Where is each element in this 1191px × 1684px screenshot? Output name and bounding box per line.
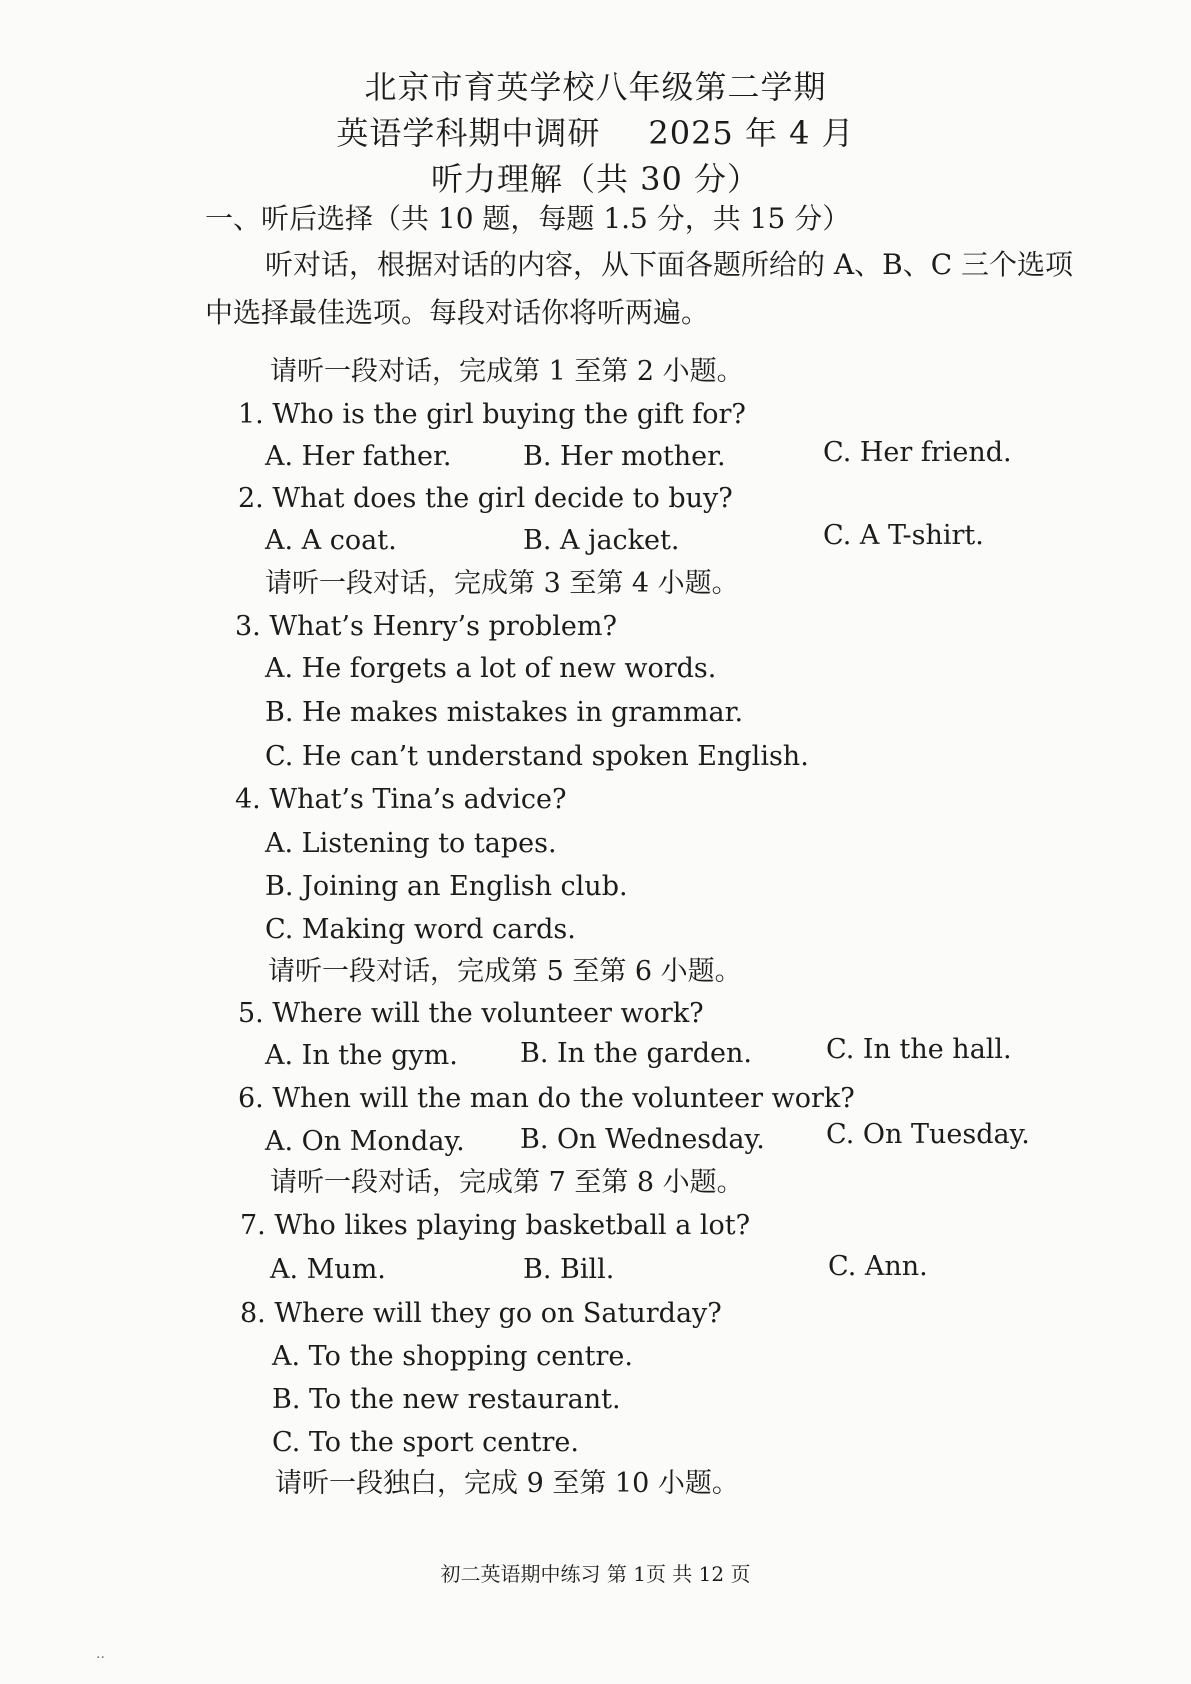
question-8-option-c: C. To the sport centre. [272, 1427, 579, 1458]
question-6-option-c: C. On Tuesday. [826, 1119, 1030, 1150]
subject-label: 英语学科期中调研 [336, 114, 601, 152]
question-3-option-b: B. He makes mistakes in grammar. [265, 697, 744, 728]
question-6-stem: 6. When will the man do the volunteer work? [238, 1083, 855, 1114]
question-3-option-c: C. He can’t understand spoken English. [265, 741, 809, 772]
question-3-option-a: A. He forgets a lot of new words. [265, 653, 717, 684]
question-5-stem: 5. Where will the volunteer work? [238, 998, 704, 1029]
section-heading: 一、听后选择（共 10 题，每题 1.5 分，共 15 分） [205, 202, 851, 235]
question-5-option-b: B. In the garden. [520, 1038, 752, 1069]
question-4-option-a: A. Listening to tapes. [265, 828, 557, 859]
question-8-option-b: B. To the new restaurant. [272, 1384, 621, 1415]
question-1-option-a: A. Her father. [265, 441, 452, 472]
part-title: 听力理解（共 30 分） [430, 160, 761, 198]
listening-prompt-3: 请听一段对话，完成第 5 至第 6 小题。 [268, 956, 742, 987]
question-3-stem: 3. What’s Henry’s problem? [235, 611, 617, 642]
exam-subtitle [0, 108, 1191, 154]
question-1-option-b: B. Her mother. [523, 441, 726, 472]
listening-prompt-1: 请听一段对话，完成第 1 至第 2 小题。 [270, 356, 744, 387]
listening-prompt-4: 请听一段对话，完成第 7 至第 8 小题。 [270, 1167, 744, 1198]
question-6-option-a: A. On Monday. [265, 1126, 465, 1157]
question-2-option-c: C. A T-shirt. [823, 520, 984, 551]
instruction-line-2: 中选择最佳选项。每段对话你将听两遍。 [205, 296, 710, 329]
question-7-stem: 7. Who likes playing basketball a lot? [240, 1210, 751, 1241]
question-5-option-c: C. In the hall. [826, 1034, 1012, 1065]
page-footer: 初二英语期中练习 第 1页 共 12 页 [440, 1562, 751, 1586]
question-4-option-c: C. Making word cards. [265, 914, 576, 945]
question-2-option-b: B. A jacket. [523, 525, 680, 556]
question-7-option-a: A. Mum. [270, 1254, 386, 1285]
question-7-option-b: B. Bill. [523, 1254, 615, 1285]
question-7-option-c: C. Ann. [828, 1251, 928, 1282]
question-2-option-a: A. A coat. [265, 525, 397, 556]
listening-prompt-2: 请听一段对话，完成第 3 至第 4 小题。 [265, 568, 739, 599]
question-8-option-a: A. To the shopping centre. [272, 1341, 633, 1372]
school-title: 北京市育英学校八年级第二学期 [364, 68, 827, 106]
question-6-option-b: B. On Wednesday. [520, 1124, 765, 1155]
question-2-stem: 2. What does the girl decide to buy? [238, 483, 733, 514]
question-1-stem: 1. Who is the girl buying the gift for? [238, 399, 746, 430]
question-5-option-a: A. In the gym. [265, 1040, 458, 1071]
question-8-stem: 8. Where will they go on Saturday? [240, 1298, 722, 1329]
scan-speck: ·· [96, 1650, 105, 1666]
question-1-option-c: C. Her friend. [823, 437, 1012, 468]
instruction-line-1: 听对话，根据对话的内容，从下面各题所给的 A、B、C 三个选项 [265, 248, 1074, 281]
exam-date: 2025 年 4 月 [648, 114, 855, 152]
listening-prompt-5: 请听一段独白，完成 9 至第 10 小题。 [275, 1468, 739, 1499]
question-4-stem: 4. What’s Tina’s advice? [235, 784, 567, 815]
question-4-option-b: B. Joining an English club. [265, 871, 628, 902]
